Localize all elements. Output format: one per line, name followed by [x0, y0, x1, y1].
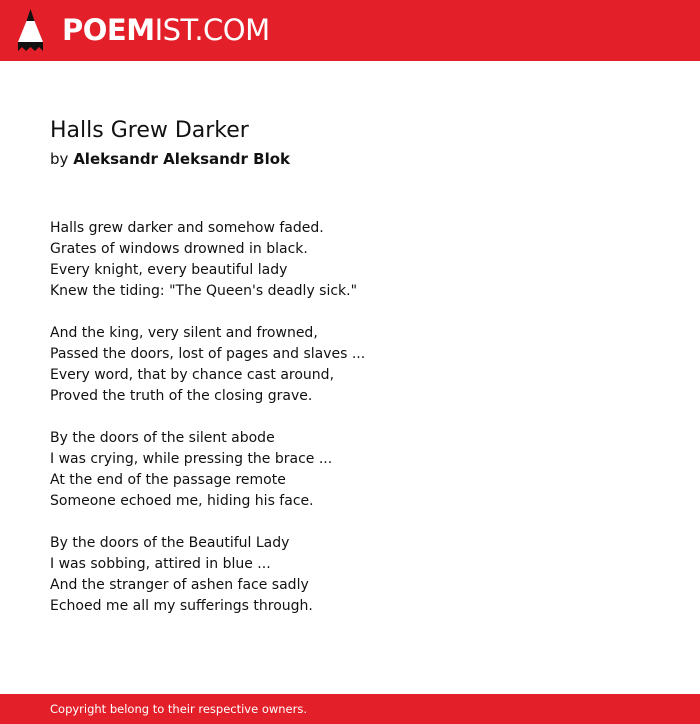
poem-line: I was crying, while pressing the brace ... — [50, 451, 333, 467]
site-header — [0, 0, 700, 61]
author-name: Aleksandr Aleksandr Blok — [73, 150, 291, 168]
poem-line: And the king, very silent and frowned, — [50, 325, 318, 341]
site-brand-link[interactable] — [62, 12, 270, 48]
poem-title: Halls Grew Darker — [50, 118, 249, 143]
poem-line: Halls grew darker and somehow faded. — [50, 220, 324, 236]
byline-prefix: by — [50, 150, 69, 168]
site-footer — [0, 694, 700, 724]
poem-line: Proved the truth of the closing grave. — [50, 388, 313, 404]
poem-line: By the doors of the Beautiful Lady — [50, 535, 290, 551]
poem-stanza — [50, 218, 650, 302]
brand-name-light: IST.COM — [154, 13, 270, 47]
poem-line: Passed the doors, lost of pages and slaves ... — [50, 346, 366, 362]
poem-stanza — [50, 323, 650, 407]
poem-stanza — [50, 428, 650, 512]
poem-line: And the stranger of ashen face sadly — [50, 577, 309, 593]
poem-line: Someone echoed me, hiding his face. — [50, 493, 314, 509]
poem-line: Grates of windows drowned in black. — [50, 241, 308, 257]
poem-stanza — [50, 533, 650, 617]
poem-byline — [50, 148, 290, 170]
poem-body — [50, 218, 650, 638]
poem-line: At the end of the passage remote — [50, 472, 286, 488]
copyright-notice: Copyright belong to their respective owners. — [50, 702, 308, 716]
poem-line: I was sobbing, attired in blue ... — [50, 556, 271, 572]
poem-line: By the doors of the silent abode — [50, 430, 275, 446]
poem-line: Every knight, every beautiful lady — [50, 262, 288, 278]
brand-name-bold: POEM — [62, 13, 155, 47]
pencil-tip-icon[interactable] — [17, 9, 44, 51]
poem-line: Echoed me all my sufferings through. — [50, 598, 313, 614]
poem-line: Every word, that by chance cast around, — [50, 367, 335, 383]
poem-line: Knew the tiding: "The Queen's deadly sick." — [50, 283, 358, 299]
